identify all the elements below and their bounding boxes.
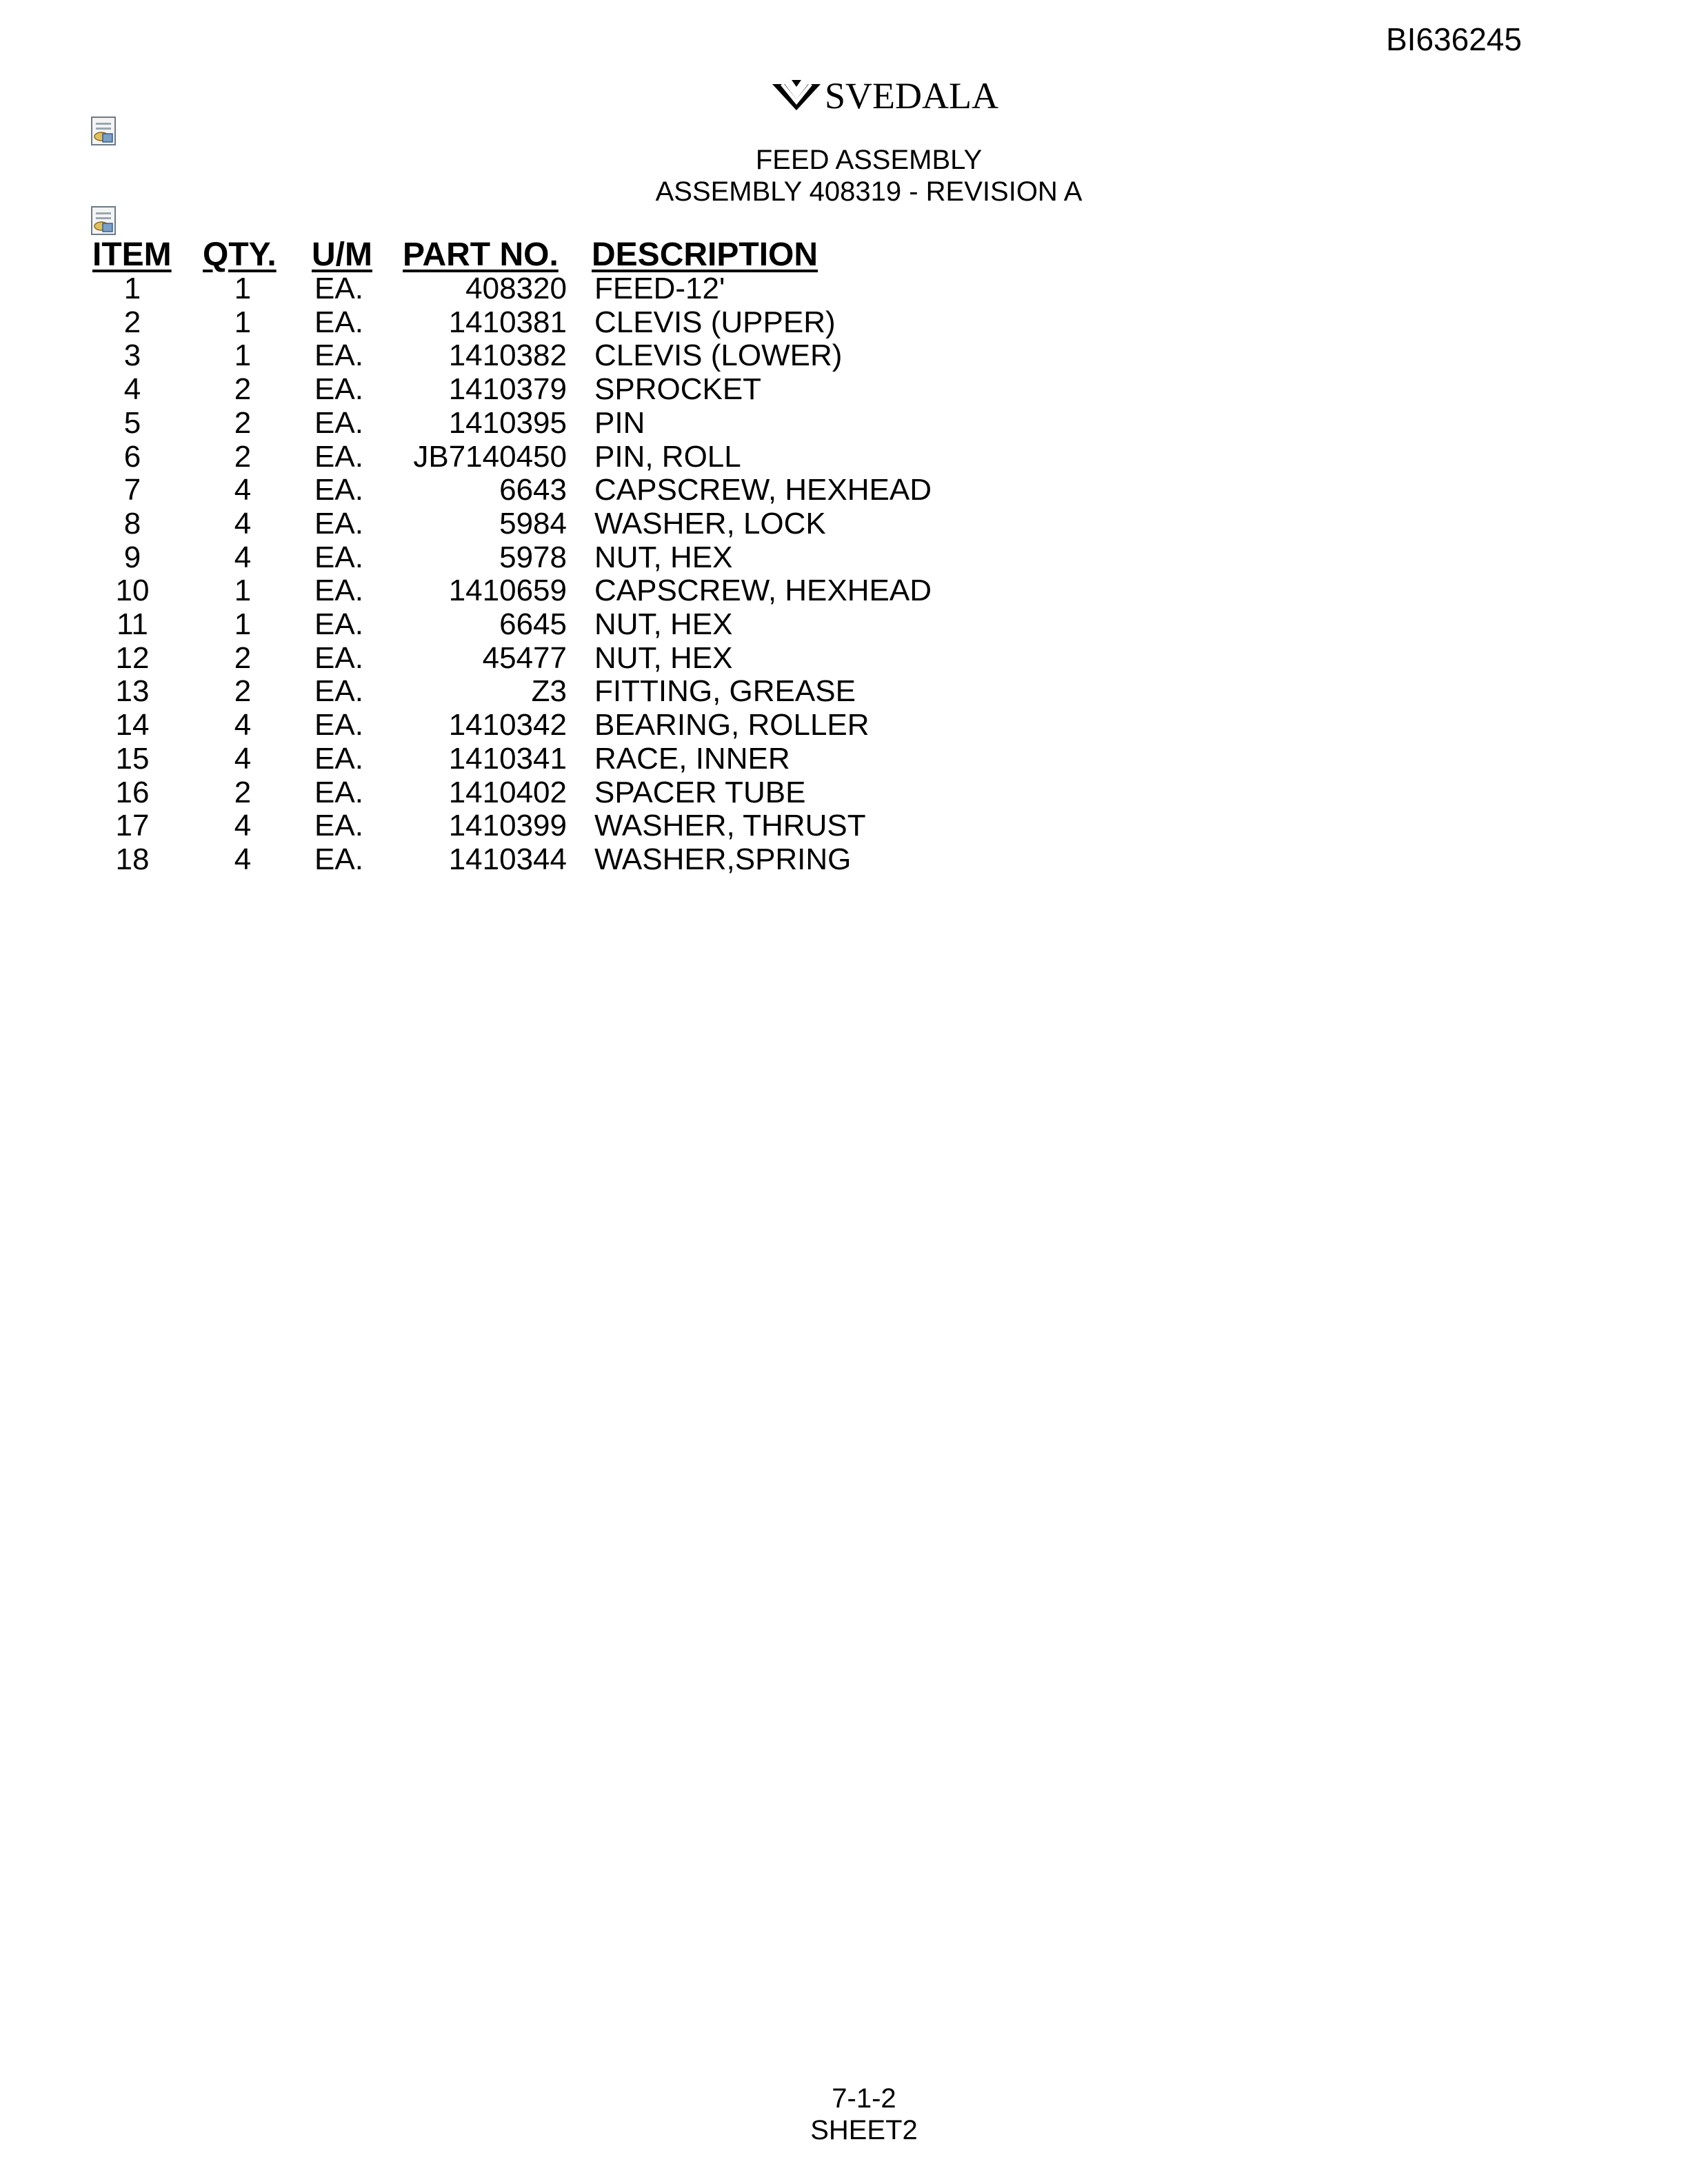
- quantity-cell: 4: [234, 473, 252, 507]
- item-number-cell: 16: [115, 776, 150, 809]
- embedded-document-icon[interactable]: [90, 205, 118, 236]
- part-number-cell: 1410344: [448, 842, 567, 876]
- description-cell: PIN, ROLL: [594, 440, 741, 474]
- part-number-cell: 1410382: [448, 338, 567, 372]
- svedala-chevron-logo-icon: [771, 79, 822, 112]
- table-row: [0, 574, 1688, 607]
- description-cell: NUT, HEX: [594, 607, 733, 641]
- item-number-cell: 3: [123, 338, 141, 372]
- part-number-cell: 1410379: [448, 372, 567, 406]
- description-cell: NUT, HEX: [594, 540, 733, 574]
- part-number-cell: 408320: [465, 272, 567, 305]
- table-row: [0, 507, 1688, 540]
- item-number-cell: 6: [123, 440, 141, 474]
- table-row: [0, 641, 1688, 675]
- embedded-document-icon[interactable]: [90, 116, 118, 146]
- table-row: [0, 305, 1688, 339]
- unit-cell: EA.: [314, 473, 363, 507]
- column-header-um: U/M: [312, 236, 372, 273]
- quantity-cell: 4: [234, 742, 252, 776]
- unit-cell: EA.: [314, 742, 363, 776]
- sheet-label: SHEET2: [810, 2115, 918, 2145]
- part-number-cell: 5984: [499, 507, 567, 540]
- table-row: [0, 440, 1688, 474]
- item-number-cell: 13: [115, 674, 150, 708]
- table-row: [0, 776, 1688, 809]
- unit-cell: EA.: [314, 372, 363, 406]
- table-row: [0, 708, 1688, 742]
- unit-cell: EA.: [314, 674, 363, 708]
- description-cell: BEARING, ROLLER: [594, 708, 870, 742]
- description-cell: CAPSCREW, HEXHEAD: [594, 473, 932, 507]
- table-row: [0, 372, 1688, 406]
- item-number-cell: 15: [115, 742, 150, 776]
- item-number-cell: 14: [115, 708, 150, 742]
- part-number-cell: 1410395: [448, 406, 567, 440]
- description-cell: SPACER TUBE: [594, 776, 806, 809]
- column-header-qty: QTY.: [203, 236, 277, 273]
- page-title: FEED ASSEMBLY: [755, 145, 983, 175]
- part-number-cell: 1410342: [448, 708, 567, 742]
- quantity-cell: 2: [234, 641, 252, 675]
- table-row: [0, 406, 1688, 440]
- quantity-cell: 1: [234, 272, 252, 305]
- item-number-cell: 2: [123, 305, 141, 339]
- page-number: 7-1-2: [832, 2083, 896, 2114]
- quantity-cell: 2: [234, 674, 252, 708]
- part-number-cell: 6643: [499, 473, 567, 507]
- quantity-cell: 4: [234, 507, 252, 540]
- quantity-cell: 4: [234, 842, 252, 876]
- part-number-cell: Z3: [531, 674, 567, 708]
- table-row: [0, 473, 1688, 507]
- table-row: [0, 742, 1688, 776]
- table-row: [0, 607, 1688, 641]
- description-cell: WASHER, THRUST: [594, 809, 866, 842]
- column-header-item: ITEM: [92, 236, 172, 273]
- part-number-cell: 1410399: [448, 809, 567, 842]
- part-number-cell: 1410381: [448, 305, 567, 339]
- table-row: [0, 540, 1688, 574]
- item-number-cell: 11: [117, 607, 148, 641]
- description-cell: PIN: [594, 406, 645, 440]
- unit-cell: EA.: [314, 607, 363, 641]
- quantity-cell: 4: [234, 708, 252, 742]
- part-number-cell: 1410341: [448, 742, 567, 776]
- quantity-cell: 2: [234, 406, 252, 440]
- unit-cell: EA.: [314, 305, 363, 339]
- unit-cell: EA.: [314, 507, 363, 540]
- part-number-cell: 45477: [482, 641, 567, 675]
- description-cell: WASHER, LOCK: [594, 507, 826, 540]
- unit-cell: EA.: [314, 440, 363, 474]
- table-row: [0, 809, 1688, 842]
- part-number-cell: 1410659: [448, 574, 567, 607]
- table-row: [0, 272, 1688, 305]
- quantity-cell: 4: [234, 540, 252, 574]
- description-cell: RACE, INNER: [594, 742, 790, 776]
- description-cell: WASHER,SPRING: [594, 842, 852, 876]
- description-cell: CLEVIS (LOWER): [594, 338, 843, 372]
- assembly-subtitle: ASSEMBLY 408319 - REVISION A: [655, 176, 1083, 207]
- item-number-cell: 5: [123, 406, 141, 440]
- description-cell: NUT, HEX: [594, 641, 733, 675]
- quantity-cell: 1: [234, 338, 252, 372]
- part-number-cell: 5978: [499, 540, 567, 574]
- quantity-cell: 4: [234, 809, 252, 842]
- column-header-description: DESCRIPTION: [592, 236, 818, 273]
- unit-cell: EA.: [314, 776, 363, 809]
- item-number-cell: 1: [123, 272, 141, 305]
- description-cell: FITTING, GREASE: [594, 674, 856, 708]
- item-number-cell: 9: [123, 540, 141, 574]
- table-row: [0, 674, 1688, 708]
- description-cell: CAPSCREW, HEXHEAD: [594, 574, 932, 607]
- unit-cell: EA.: [314, 540, 363, 574]
- description-cell: SPROCKET: [594, 372, 762, 406]
- item-number-cell: 7: [123, 473, 141, 507]
- unit-cell: EA.: [314, 842, 363, 876]
- description-cell: CLEVIS (UPPER): [594, 305, 836, 339]
- item-number-cell: 18: [115, 842, 150, 876]
- column-header-part-no: PART NO.: [403, 236, 559, 273]
- item-number-cell: 4: [123, 372, 141, 406]
- quantity-cell: 1: [234, 574, 252, 607]
- unit-cell: EA.: [314, 272, 363, 305]
- unit-cell: EA.: [314, 641, 363, 675]
- table-row: [0, 842, 1688, 876]
- part-number-cell: 6645: [499, 607, 567, 641]
- table-row: [0, 338, 1688, 372]
- quantity-cell: 2: [234, 776, 252, 809]
- logo-text: SVEDALA: [825, 75, 998, 117]
- item-number-cell: 10: [115, 574, 150, 607]
- quantity-cell: 2: [234, 440, 252, 474]
- unit-cell: EA.: [314, 406, 363, 440]
- item-number-cell: 17: [115, 809, 150, 842]
- unit-cell: EA.: [314, 708, 363, 742]
- part-number-cell: 1410402: [448, 776, 567, 809]
- unit-cell: EA.: [314, 809, 363, 842]
- unit-cell: EA.: [314, 338, 363, 372]
- description-cell: FEED-12': [594, 272, 725, 305]
- part-number-cell: JB7140450: [413, 440, 567, 474]
- quantity-cell: 1: [234, 607, 252, 641]
- quantity-cell: 2: [234, 372, 252, 406]
- item-number-cell: 8: [123, 507, 141, 540]
- document-id: BI636245: [1386, 21, 1522, 57]
- unit-cell: EA.: [314, 574, 363, 607]
- quantity-cell: 1: [234, 305, 252, 339]
- item-number-cell: 12: [115, 641, 150, 675]
